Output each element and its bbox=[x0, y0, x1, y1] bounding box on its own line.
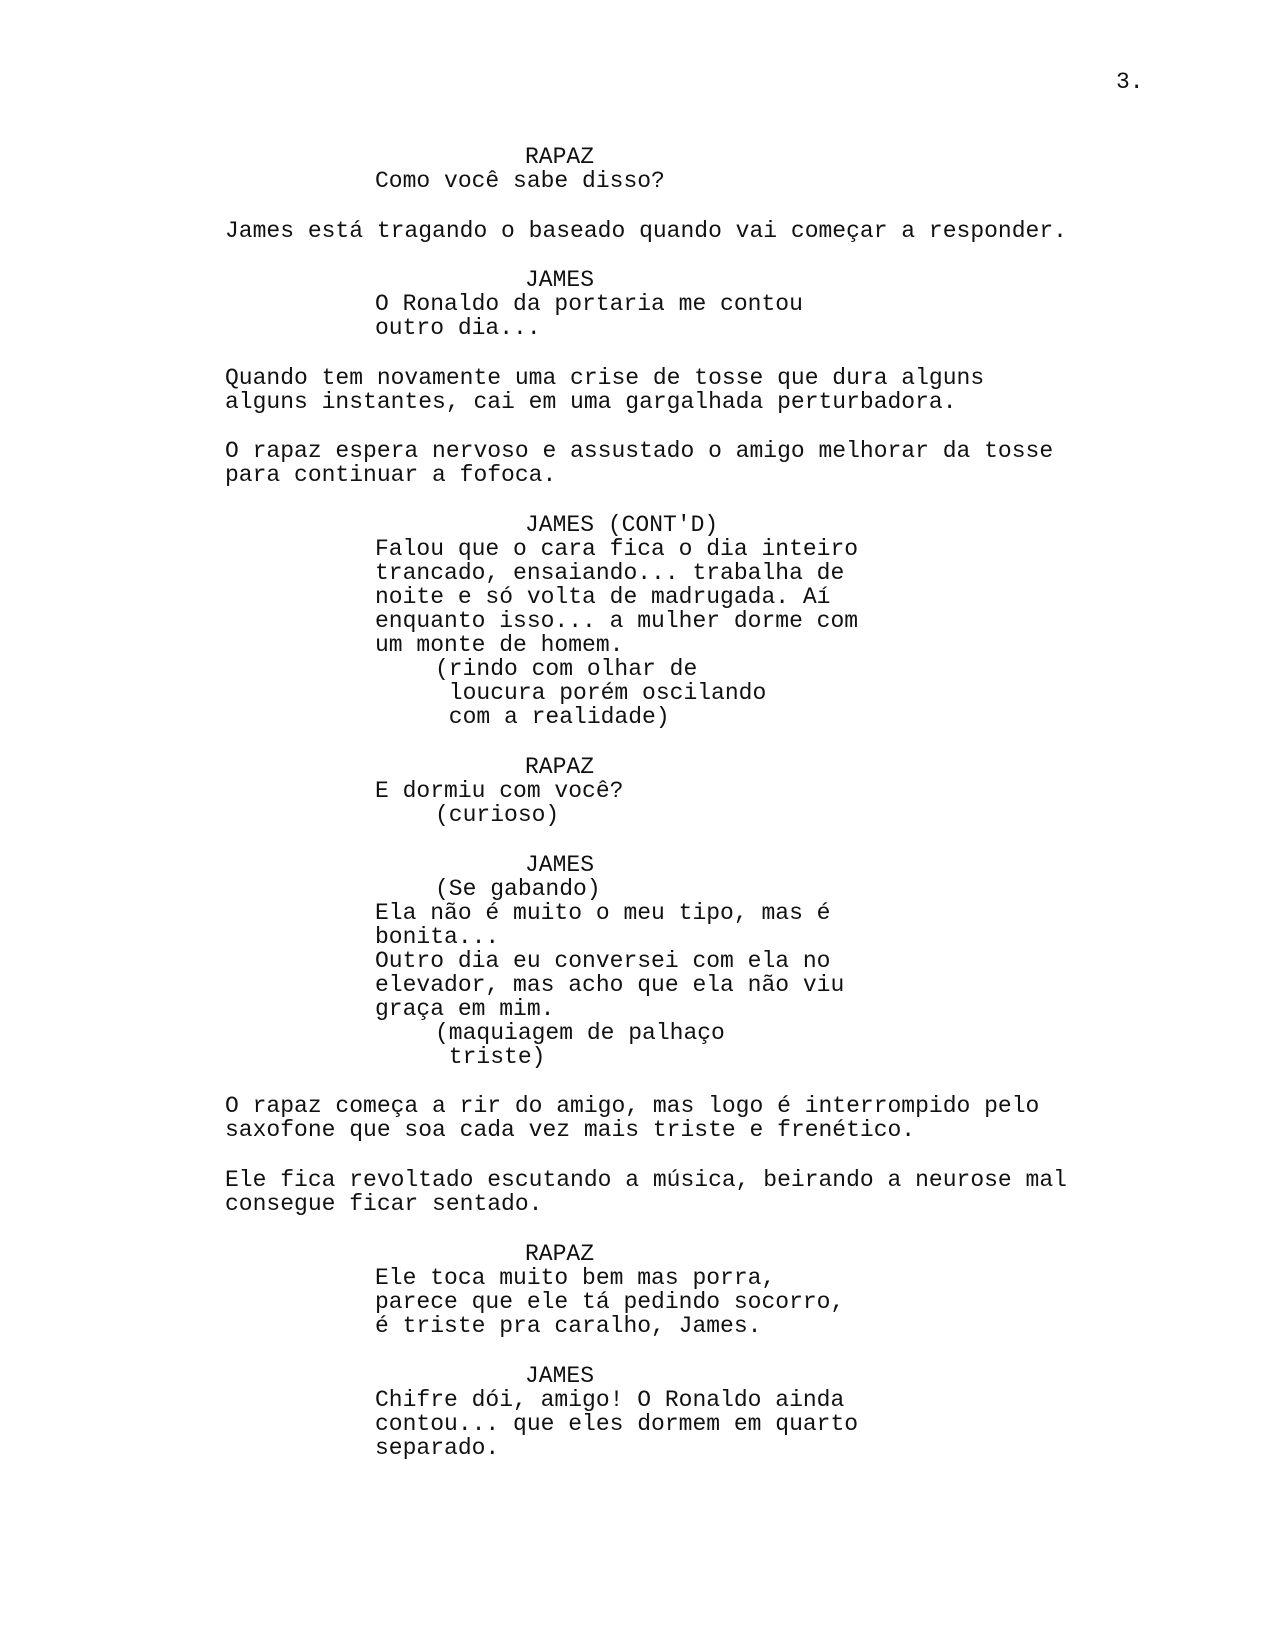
character-name: RAPAZ bbox=[525, 144, 595, 170]
dialogue-line: enquanto isso... a mulher dorme com bbox=[375, 608, 859, 634]
action-line: consegue ficar sentado. bbox=[225, 1191, 543, 1217]
character-name: JAMES bbox=[525, 852, 595, 878]
dialogue-line: Falou que o cara fica o dia inteiro bbox=[375, 536, 859, 562]
dialogue-line: Chifre dói, amigo! O Ronaldo ainda bbox=[375, 1387, 845, 1413]
action-line: alguns instantes, cai em uma gargalhada perturbadora. bbox=[225, 389, 957, 415]
parenthetical-line: loucura porém oscilando bbox=[435, 680, 767, 706]
dialogue-line: graça em mim. bbox=[375, 996, 555, 1022]
dialogue-line: Outro dia eu conversei com ela no bbox=[375, 948, 831, 974]
dialogue-line: O Ronaldo da portaria me contou bbox=[375, 291, 803, 317]
dialogue-line: elevador, mas acho que ela não viu bbox=[375, 972, 845, 998]
character-name: JAMES bbox=[525, 1363, 595, 1389]
character-name: JAMES bbox=[525, 267, 595, 293]
parenthetical-line: (curioso) bbox=[435, 802, 560, 828]
dialogue-line: contou... que eles dormem em quarto bbox=[375, 1411, 859, 1437]
action-line: Quando tem novamente uma crise de tosse que dura alguns bbox=[225, 365, 985, 391]
action-line: O rapaz espera nervoso e assustado o amigo melhorar da tosse bbox=[225, 438, 1054, 464]
character-name: RAPAZ bbox=[525, 1241, 595, 1267]
dialogue-line: parece que ele tá pedindo socorro, bbox=[375, 1289, 845, 1315]
character-name: JAMES (CONT'D) bbox=[525, 512, 719, 538]
parenthetical-line: com a realidade) bbox=[435, 704, 670, 730]
dialogue-line: trancado, ensaiando... trabalha de bbox=[375, 560, 845, 586]
parenthetical-line: triste) bbox=[435, 1044, 546, 1070]
dialogue-line: um monte de homem. bbox=[375, 632, 624, 658]
dialogue-line: Como você sabe disso? bbox=[375, 168, 665, 194]
page-number: 3. bbox=[1116, 69, 1144, 95]
parenthetical-line: (rindo com olhar de bbox=[435, 656, 698, 682]
dialogue-line: noite e só volta de madrugada. Aí bbox=[375, 584, 831, 610]
dialogue-line: é triste pra caralho, James. bbox=[375, 1313, 762, 1339]
action-line: Ele fica revoltado escutando a música, beirando a neurose mal bbox=[225, 1167, 1067, 1193]
action-line: saxofone que soa cada vez mais triste e frenético. bbox=[225, 1117, 916, 1143]
dialogue-line: Ele toca muito bem mas porra, bbox=[375, 1265, 776, 1291]
action-line: para continuar a fofoca. bbox=[225, 462, 557, 488]
dialogue-line: outro dia... bbox=[375, 315, 541, 341]
parenthetical-line: (maquiagem de palhaço bbox=[435, 1020, 725, 1046]
action-line: O rapaz começa a rir do amigo, mas logo é interrompido pelo bbox=[225, 1093, 1040, 1119]
dialogue-line: bonita... bbox=[375, 924, 500, 950]
parenthetical-line: (Se gabando) bbox=[435, 876, 601, 902]
action-line: James está tragando o baseado quando vai começar a responder. bbox=[225, 218, 1067, 244]
dialogue-line: separado. bbox=[375, 1435, 500, 1461]
character-name: RAPAZ bbox=[525, 754, 595, 780]
dialogue-line: Ela não é muito o meu tipo, mas é bbox=[375, 900, 831, 926]
dialogue-line: E dormiu com você? bbox=[375, 778, 624, 804]
